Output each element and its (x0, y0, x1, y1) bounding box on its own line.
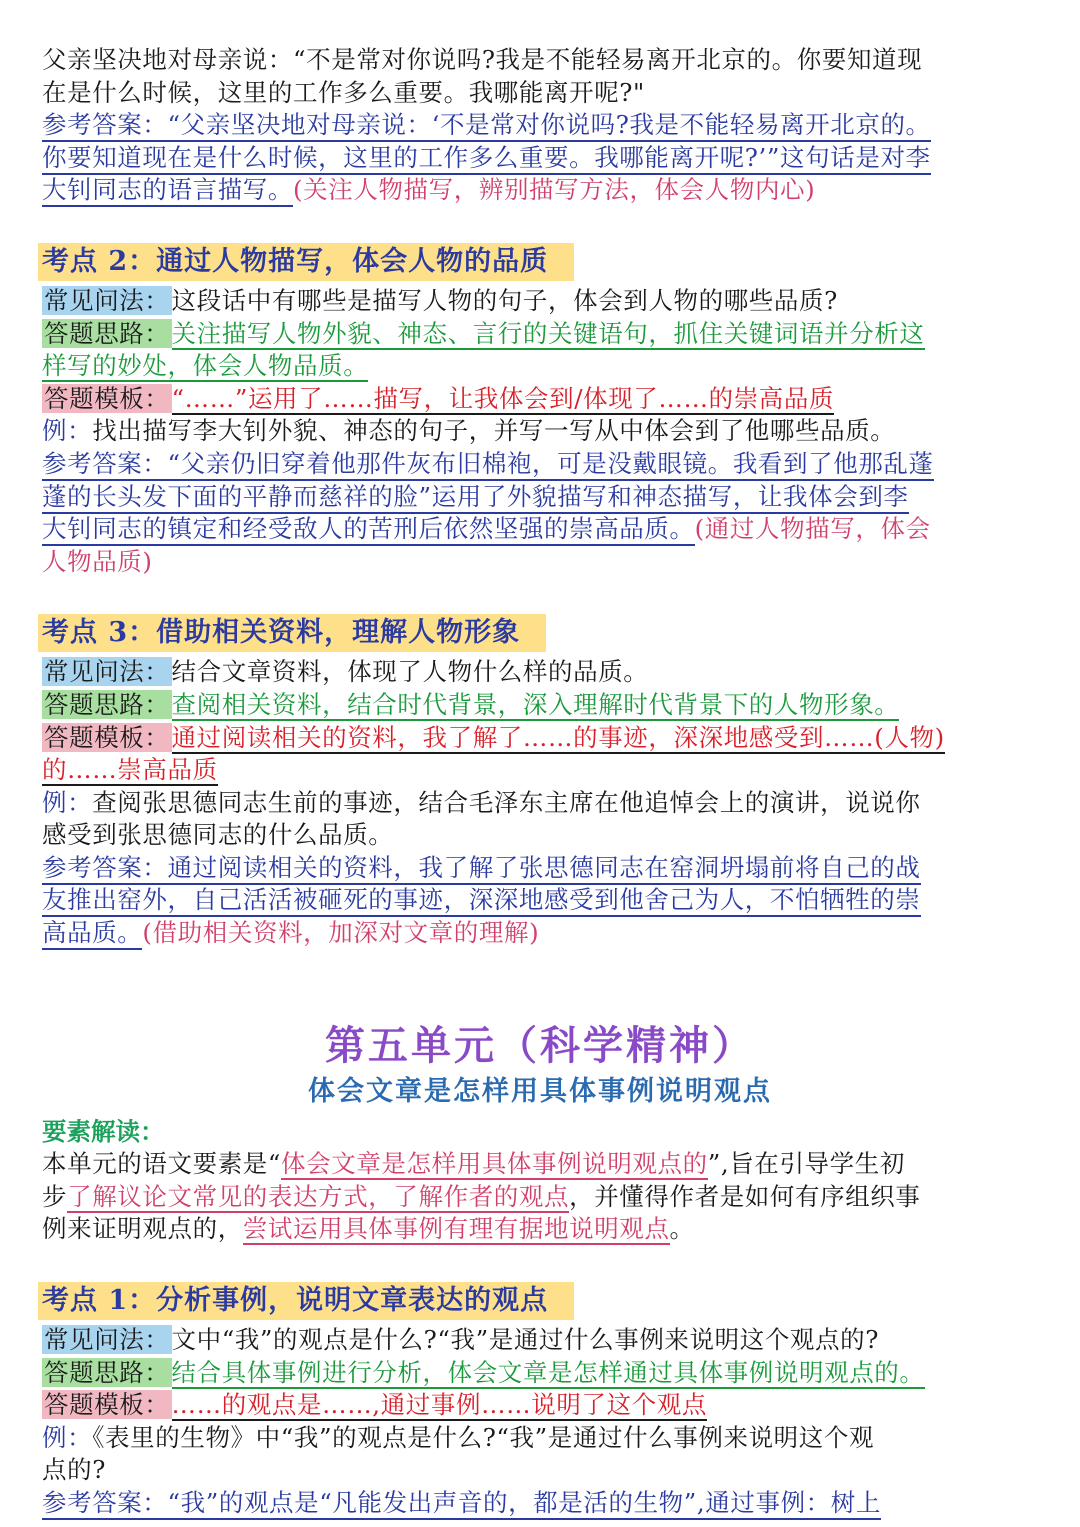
example-row: 点的? (42, 1455, 106, 1485)
example-row: 例：《表里的生物》中“我”的观点是什么?“我”是通过什么事例来说明这个观 (42, 1422, 875, 1452)
answer-line: 参考答案：通过阅读相关的资料，我了解了张思德同志在窑洞坍塌前将自己的战 (42, 852, 1038, 885)
answer-line: 友推出窑外，自己活活被砸死的事迹，深深地感受到他舍己为人，不怕牺牲的崇 (42, 884, 1038, 917)
template-tag: 答题模板： (44, 1390, 170, 1420)
unit-title: 第五单元（科学精神） (325, 1021, 755, 1069)
answer-line: 高品质。(借助相关资料，加深对文章的理解) (42, 917, 1038, 950)
section-heading-kp1: 考点 1：分析事例，说明文章表达的观点 (38, 1282, 574, 1320)
answer-line: 蓬的长头发下面的平静而慈祥的脸”运用了外貌描写和神态描写，让我体会到李 (42, 481, 1038, 514)
element-line: 例来证明观点的，尝试运用具体事例有理有据地说明观点。 (42, 1214, 695, 1244)
thinking-tag: 答题思路： (44, 318, 170, 348)
answer-line: 你要知道现在是什么时候，这里的工作多么重要。我哪能离开呢?’”这句话是对李 (42, 142, 1038, 175)
element-line: 步了解议论文常见的表达方式，了解作者的观点，并懂得作者是如何有序组织事 (42, 1181, 921, 1211)
answer-line: 参考答案：“父亲仍旧穿着他那件灰布旧棉袍，可是没戴眼镜。我看到了他那乱蓬 (42, 448, 1038, 481)
template-tag: 答题模板： (44, 383, 170, 413)
section-heading-kp2: 考点 2：通过人物描写，体会人物的品质 (38, 243, 574, 281)
question-row: 常见问法：结合文章资料，体现了人物什么样的品质。 (44, 657, 649, 687)
answer-note: (借助相关资料，加深对文章的理解) (142, 918, 540, 948)
example-row: 例：查阅张思德同志生前的事迹，结合毛泽东主席在他追悼会上的演讲，说说你 (42, 787, 921, 817)
answer-note: (通过人物描写，体会 (694, 514, 931, 544)
question-tag: 常见问法： (44, 657, 170, 687)
example-row: 感受到张思德同志的什么品质。 (42, 820, 394, 850)
unit-subtitle: 体会文章是怎样用具体事例说明观点 (308, 1075, 772, 1107)
thinking-row: 答题思路：结合具体事例进行分析，体会文章是怎样通过具体事例说明观点的。 (44, 1357, 925, 1387)
template-row: 答题模板：通过阅读相关的资料，我了解了……的事迹，深深地感受到……(人物) (44, 722, 945, 752)
template-tag: 答题模板： (44, 722, 170, 752)
question-tag: 常见问法： (44, 1325, 170, 1355)
answer-line: 参考答案：“父亲坚决地对母亲说：‘不是常对你说吗?我是不能轻易离开北京的。 (42, 109, 1038, 142)
thinking-row: 答题思路：查阅相关资料，结合时代背景，深入理解时代背景下的人物形象。 (44, 689, 900, 719)
thinking-row: 答题思路：关注描写人物外貌、神态、言行的关键语句，抓住关键词语并分析这 (44, 318, 925, 348)
thinking-tag: 答题思路： (44, 1357, 170, 1387)
answer-line: 大钊同志的语言描写。(关注人物描写，辨别描写方法，体会人物内心) (42, 174, 1038, 207)
answer-line: 参考答案：“我”的观点是“凡能发出声音的，都是活的生物”,通过事例：树上 (42, 1487, 1038, 1520)
template-row: 的……崇高品质 (42, 755, 218, 785)
quote-line: 父亲坚决地对母亲说：“不是常对你说吗?我是不能轻易离开北京的。你要知道现 (42, 45, 923, 74)
example-row: 例：找出描写李大钊外貌、神态的句子，并写一写从中体会到了他哪些品质。 (42, 416, 896, 446)
section-heading-kp3: 考点 3：借助相关资料，理解人物形象 (38, 614, 546, 652)
question-row: 常见问法：文中“我”的观点是什么?“我”是通过什么事例来说明这个观点的? (44, 1325, 879, 1355)
question-tag: 常见问法： (44, 285, 170, 315)
answer-line: 大钊同志的镇定和经受敌人的苦刑后依然坚强的崇高品质。(通过人物描写，体会 (42, 513, 1038, 546)
template-row: 答题模板：……的观点是……,通过事例……说明了这个观点 (44, 1390, 707, 1420)
thinking-row: 样写的妙处，体会人物品质。 (42, 351, 369, 381)
thinking-tag: 答题思路： (44, 689, 170, 719)
quote-line: 在是什么时候，这里的工作多么重要。我哪能离开呢?" (42, 77, 645, 107)
element-line: 本单元的语文要素是“体会文章是怎样用具体事例说明观点的”,旨在引导学生初 (42, 1149, 905, 1179)
element-label: 要素解读： (42, 1116, 165, 1146)
answer-note: (关注人物描写，辨别描写方法，体会人物内心) (293, 175, 816, 205)
question-row: 常见问法：这段话中有哪些是描写人物的句子，体会到人物的哪些品质? (44, 285, 838, 315)
answer-note: 人物品质) (42, 546, 153, 576)
template-row: 答题模板：“……”运用了……描写，让我体会到/体现了……的崇高品质 (44, 383, 835, 413)
